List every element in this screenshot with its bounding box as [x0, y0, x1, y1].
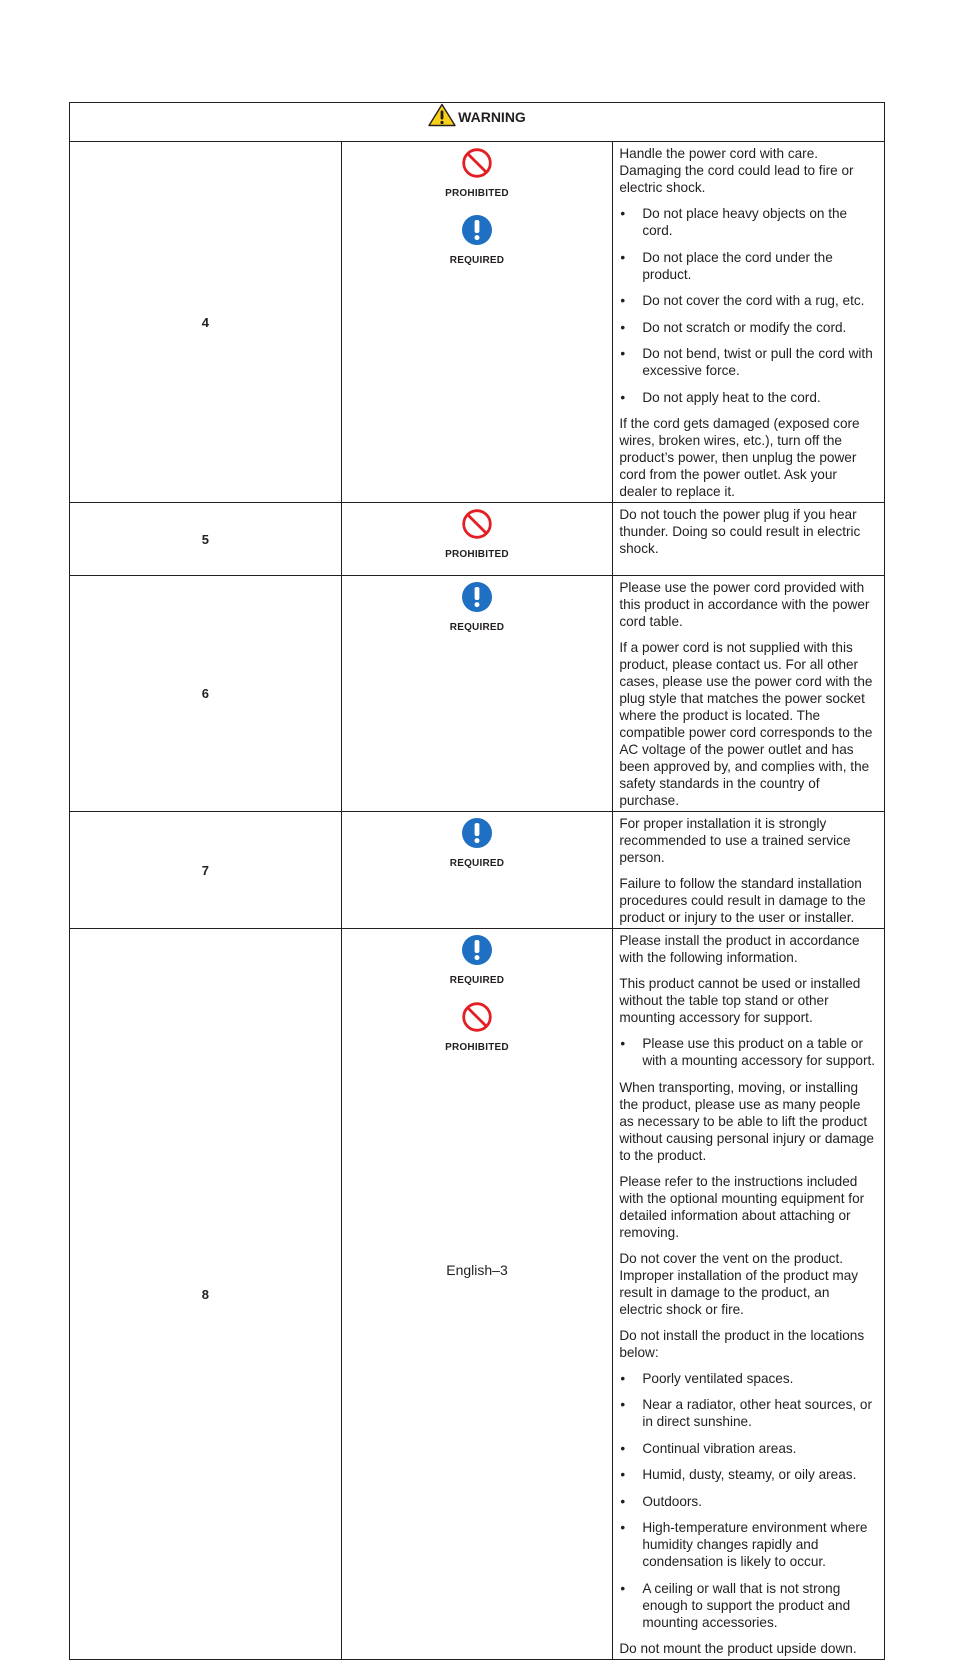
required-label: REQUIRED	[449, 622, 505, 633]
warning-title: WARNING	[458, 108, 526, 125]
required-exclamation-icon	[461, 581, 493, 613]
warning-table-body	[70, 103, 885, 1660]
row-text	[613, 503, 885, 576]
paragraph: Do not cover the vent on the product. Improper installation of the product may result in damage to the product, an electric shock or fire.	[619, 1250, 859, 1317]
paragraph: Please refer to the instructions included with the optional mounting equipment for detailed information about attaching or removing.	[619, 1173, 865, 1240]
bullet-item: • Near a radiator, other heat sources, or in direct sunshine.	[619, 1396, 876, 1430]
bullet-item: • Outdoors.	[619, 1493, 876, 1510]
bullet-item: • Humid, dusty, steamy, or oily areas.	[619, 1466, 876, 1483]
warning-header-cell	[70, 103, 885, 142]
row-icons	[341, 812, 613, 929]
paragraph: Do not install the product in the locations below:	[619, 1327, 865, 1360]
prohibited-label: PROHIBITED	[445, 1042, 509, 1053]
paragraph: Handle the power cord with care. Damaging the cord could lead to fire or electric shock.	[619, 146, 854, 195]
required-label: REQUIRED	[449, 255, 505, 266]
row-icons	[341, 929, 613, 1660]
row-text	[613, 576, 885, 812]
paragraph: Failure to follow the standard installation procedures could result in damage to the product or injury to the user or installer.	[619, 876, 866, 925]
required-exclamation-icon	[461, 817, 493, 849]
paragraph: Please use the power cord provided with this product in accordance with the power cord table.	[619, 580, 870, 629]
prohibited-symbol	[342, 508, 613, 563]
row-icons	[341, 576, 613, 812]
warning-row-8	[70, 929, 885, 1660]
bullet-item: • Do not scratch or modify the cord.	[619, 319, 876, 336]
paragraph: This product cannot be used or installed without the table top stand or other mounting accessory for support.	[619, 976, 861, 1025]
row-number: 4	[70, 142, 342, 503]
row-number: 5	[70, 503, 342, 576]
required-symbol	[342, 817, 613, 872]
paragraph: Please install the product in accordance with the following information.	[619, 933, 860, 965]
paragraph: Do not touch the power plug if you hear thunder. Doing so could result in electric shock.	[619, 507, 861, 556]
row-text	[613, 142, 885, 503]
required-symbol	[342, 934, 613, 989]
warning-row-7	[70, 812, 885, 929]
required-exclamation-icon	[461, 214, 493, 246]
bullet-item: • Do not apply heat to the cord.	[619, 389, 876, 406]
warning-header-row	[70, 103, 885, 142]
required-exclamation-icon	[461, 934, 493, 966]
bullet-item: • Poorly ventilated spaces.	[619, 1370, 876, 1387]
bullet-item: • High-temperature environment where humidity changes rapidly and condensation is likely to occur.	[619, 1519, 876, 1570]
required-label: REQUIRED	[449, 858, 505, 869]
row-icons	[341, 503, 613, 576]
paragraph: Do not mount the product upside down.	[619, 1641, 857, 1656]
prohibited-icon	[461, 1001, 493, 1033]
row-text	[613, 812, 885, 929]
prohibited-label: PROHIBITED	[445, 188, 509, 199]
required-label: REQUIRED	[449, 975, 505, 986]
paragraph: For proper installation it is strongly recommended to use a trained service person.	[619, 816, 851, 865]
prohibited-icon	[461, 147, 493, 179]
required-symbol	[342, 581, 613, 636]
row-number: 6	[70, 576, 342, 812]
bullet-item: • Do not bend, twist or pull the cord with excessive force.	[619, 345, 876, 379]
bullet-item: • Continual vibration areas.	[619, 1440, 876, 1457]
warning-header	[428, 103, 526, 131]
row-text	[613, 929, 885, 1660]
required-symbol	[342, 214, 613, 269]
prohibited-symbol	[342, 147, 613, 202]
prohibited-label: PROHIBITED	[445, 549, 509, 560]
prohibited-symbol	[342, 1001, 613, 1056]
bullet-item: • Do not place heavy objects on the cord.	[619, 205, 876, 239]
row-number: 7	[70, 812, 342, 929]
warning-row-5	[70, 503, 885, 576]
paragraph: If the cord gets damaged (exposed core wires, broken wires, etc.), turn off the product’s power, then unplug the power cord from the power outlet. Ask your dealer to replace it.	[619, 416, 860, 499]
prohibited-icon	[461, 508, 493, 540]
paragraph: If a power cord is not supplied with this product, please contact us. For all other cases, please use the power cord with the plug style that matches the power socket where the product is located. The compatible power cord corresponds to the AC voltage of the power outlet and has been approved by, and complies with, the safety standards in the country of purchase.	[619, 640, 873, 808]
warning-table	[69, 102, 885, 1660]
bullet-item: • A ceiling or wall that is not strong enough to support the product and mounting accessories.	[619, 1580, 876, 1631]
row-icons	[341, 142, 613, 503]
bullet-item: • Do not place the cord under the product.	[619, 249, 876, 283]
warning-row-4	[70, 142, 885, 503]
warning-row-6	[70, 576, 885, 812]
row-number: 8	[70, 929, 342, 1660]
bullet-item: • Do not cover the cord with a rug, etc.	[619, 292, 876, 309]
bullet-item: • Please use this product on a table or with a mounting accessory for support.	[619, 1035, 876, 1069]
paragraph: When transporting, moving, or installing the product, please use as many people as necessary to be able to lift the product without causing personal injury or damage to the product.	[619, 1079, 874, 1163]
page-footer: English–3	[446, 1262, 508, 1278]
warning-triangle-icon	[428, 103, 456, 131]
